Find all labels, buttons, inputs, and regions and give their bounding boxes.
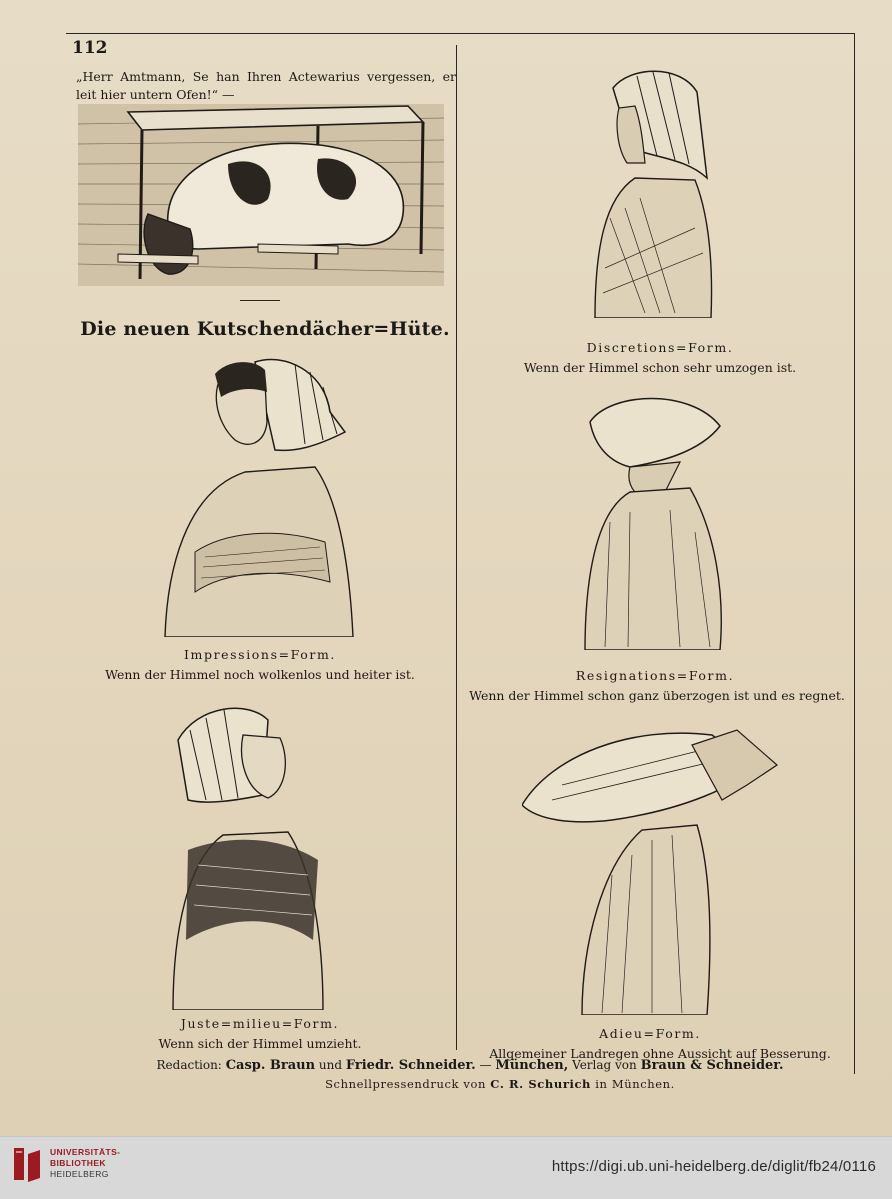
library-line2: BIBLIOTHEK (50, 1158, 106, 1168)
library-name[interactable] (50, 1147, 120, 1180)
editor-two: Friedr. Schneider. (345, 1058, 476, 1073)
figure-resignations-form: Resignations=Form. (575, 668, 735, 683)
figure-adieu-caption: Allgemeiner Landregen ohne Aussicht auf Besserung. (489, 1046, 831, 1061)
imprint-verlag: Verlag von (572, 1058, 637, 1072)
illustration-adieu-bonnet (522, 725, 782, 1015)
column-divider (456, 45, 457, 1050)
permalink-url[interactable]: https://digi.ub.uni-heidelberg.de/diglit/fb24/0116 (551, 1158, 876, 1175)
dog-caption-quote: „Herr Amtmann, Se han Ihren Actewarius vergessen, er leit hier untern Ofen!“ — (76, 69, 456, 102)
illustration-resignations-bonnet (570, 392, 730, 650)
figure-discretions-caption: Wenn der Himmel schon sehr umzogen ist. (523, 360, 797, 375)
imprint-label: Redaction: (156, 1058, 222, 1072)
page-number: 112 (72, 38, 108, 58)
figure-impressions-form: Impressions=Form. (184, 647, 336, 662)
illustration-impressions-bonnet (155, 352, 355, 637)
editor-one: Casp. Braun (225, 1058, 316, 1073)
imprint-city: München, (495, 1058, 569, 1073)
figure-juste-milieu-caption: Wenn sich der Himmel umzieht. (158, 1036, 362, 1051)
library-logo-icon[interactable] (10, 1144, 44, 1184)
illustration-discretions-bonnet (585, 68, 715, 318)
imprint-printer (240, 1077, 760, 1091)
printer-name: C. R. Schurich (490, 1077, 592, 1091)
imprint-publisher: Braun & Schneider. (640, 1058, 784, 1073)
figure-juste-milieu-form: Juste=milieu=Form. (180, 1016, 340, 1031)
imprint-redaction (140, 1058, 800, 1073)
imprint-und: und (318, 1058, 343, 1072)
figure-resignations-caption: Wenn der Himmel schon ganz überzogen ist und es regnet. (469, 688, 845, 703)
figure-adieu-form: Adieu=Form. (599, 1026, 701, 1041)
library-line3: HEIDELBERG (50, 1169, 109, 1179)
printer-label: Schnellpressendruck von (325, 1077, 486, 1091)
printer-city: in München. (595, 1077, 675, 1091)
section-divider (240, 300, 280, 301)
figure-impressions-caption: Wenn der Himmel noch wolkenlos und heiter ist. (105, 667, 415, 682)
figure-discretions-form: Discretions=Form. (586, 340, 734, 355)
imprint-dash: — (479, 1058, 492, 1072)
illustration-dog-under-table (78, 104, 444, 286)
library-line1: UNIVERSITÄTS- (50, 1147, 121, 1157)
article-title: Die neuen Kutschendächer=Hüte. (80, 318, 450, 340)
illustration-juste-milieu-bonnet (168, 700, 328, 1010)
